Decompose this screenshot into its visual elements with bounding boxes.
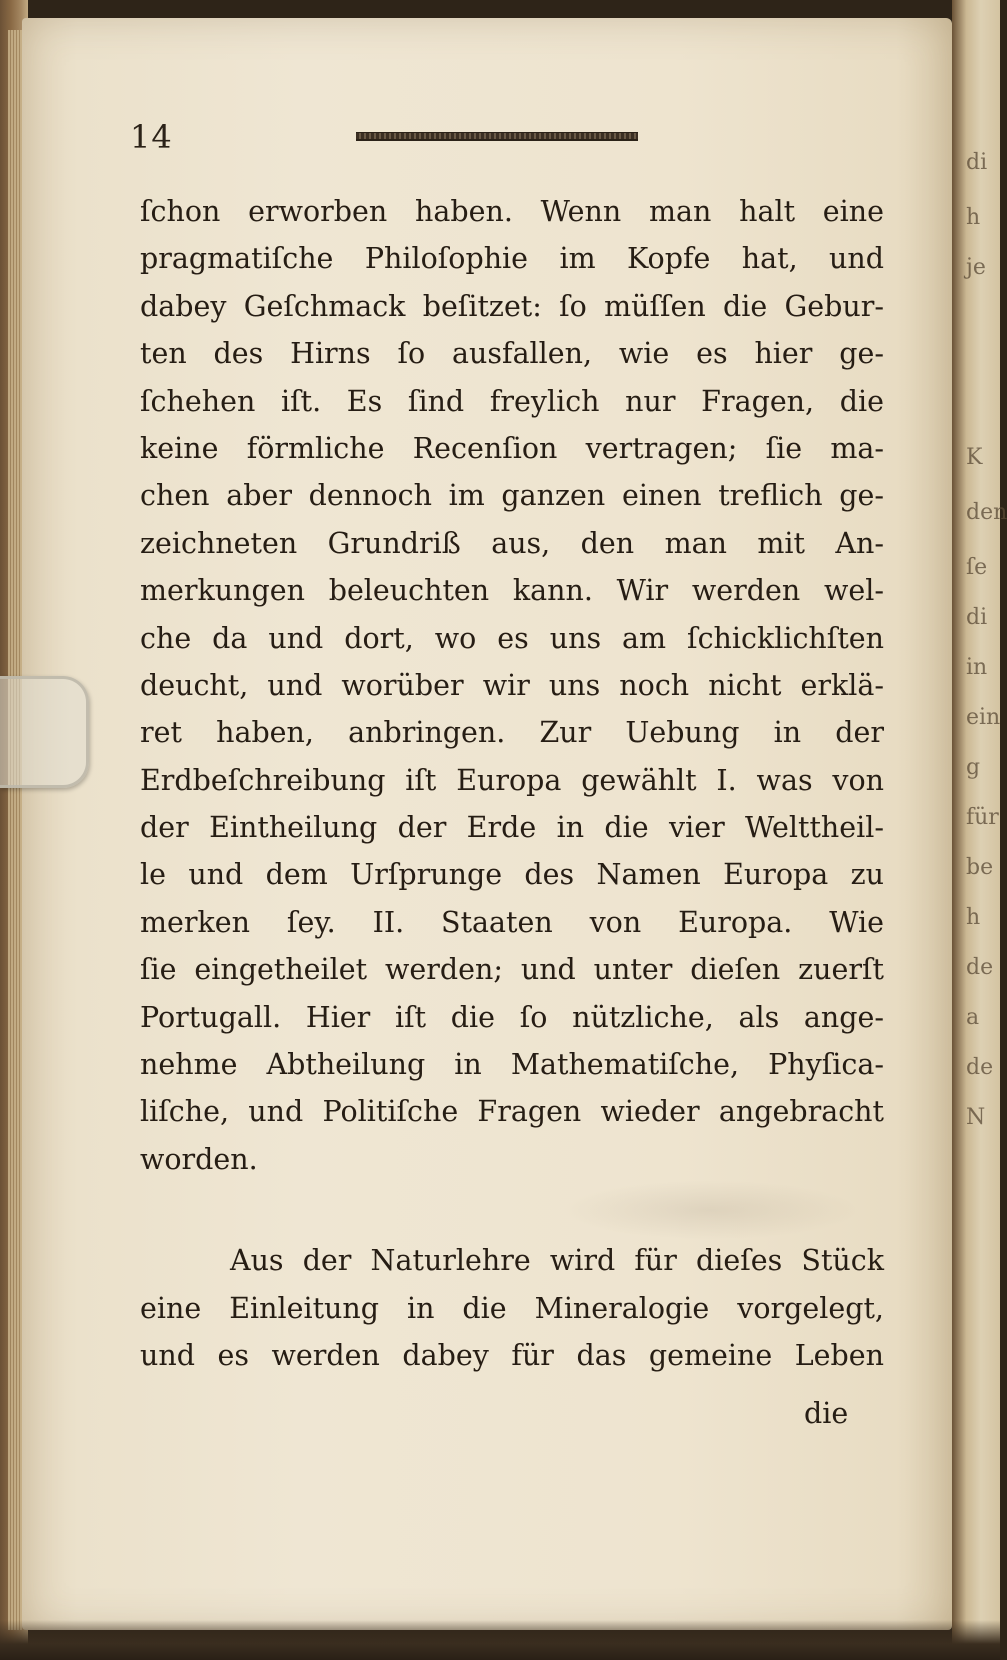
text-line: ten des Hirns ſo ausfallen, wie es hier ge- [140,337,884,371]
text-line: deucht, und worüber wir uns noch nicht erklä- [140,668,884,702]
next-page-fragment: je [966,255,986,280]
next-page-fragment: in [966,655,988,680]
text-line: ſchehen iſt. Es ſind freylich nur Fragen, die [140,384,884,418]
text-line: zeichneten Grundriß aus, den man mit An- [140,526,884,560]
paragraph-end-line: worden. [140,1142,258,1176]
text-line: Portugall. Hier iſt die ſo nützliche, als ange- [140,1000,884,1034]
text-line: und es werden dabey für das gemeine Leben [140,1338,884,1372]
next-page-fragment: h [966,905,981,930]
next-page-fragment: K [966,445,983,470]
next-page-fragment: di [966,605,988,630]
text-line: le und dem Urſprunge des Namen Europa zu [140,858,884,892]
text-line: ſchon erworben haben. Wenn man halt eine [140,195,884,228]
header-rule [356,132,638,141]
catchword: die [804,1397,849,1430]
body-text [140,188,884,1379]
text-line: merken ſey. II. Staaten von Europa. Wie [140,905,884,939]
text-line: pragmatiſche Philoſophie im Kopfe hat, und [140,242,884,276]
paragraph-start-line: Aus der Naturlehre wird für dieſes Stück [230,1244,884,1278]
next-page-fragment: N [966,1105,986,1130]
page-edges [8,30,22,1630]
next-page-fragment: a [966,1005,980,1030]
next-page-fragment: ſe [966,555,988,580]
next-page-fragment: g [966,755,981,780]
text-line: der Eintheilung der Erde in die vier Welttheil- [140,811,884,845]
text-line: Erdbeſchreibung iſt Europa gewählt I. was von [140,763,884,797]
next-page-fragment: für [966,805,999,830]
next-page-fragment: di [966,150,988,175]
text-line: ret haben, anbringen. Zur Uebung in der [140,716,884,750]
text-line: dabey Geſchmack beſitzet: ſo müſſen die Gebur- [140,289,884,323]
page-number: 14 [130,118,173,156]
bottom-edge-shadow [0,1620,1000,1660]
text-line: merkungen beleuchten kann. Wir werden wel- [140,574,884,608]
text-line: keine förmliche Recenſion vertragen; ſie ma- [140,431,884,465]
next-page-edge [952,0,1007,1660]
text-line: liſche, und Politiſche Fragen wieder angebracht [140,1095,884,1129]
text-line: ſie eingetheilet werden; und unter dieſen zuerſt [140,953,884,987]
next-page-fragment: de [966,1055,994,1080]
text-line: eine Einleitung in die Mineralogie vorgelegt, [140,1291,884,1325]
next-page-fragment: de [966,955,994,980]
text-line: chen aber dennoch im ganzen einen treflich ge- [140,479,884,513]
next-page-fragment: den [966,500,1007,525]
next-page-fragment: be [966,855,994,880]
page-clip [0,676,89,788]
next-page-fragment: ein [966,705,1001,730]
text-line: nehme Abtheilung in Mathematiſche, Phyſica- [140,1048,884,1082]
text-line: che da und dort, wo es uns am ſchicklichſten [140,621,884,655]
next-page-fragment: h [966,205,981,230]
